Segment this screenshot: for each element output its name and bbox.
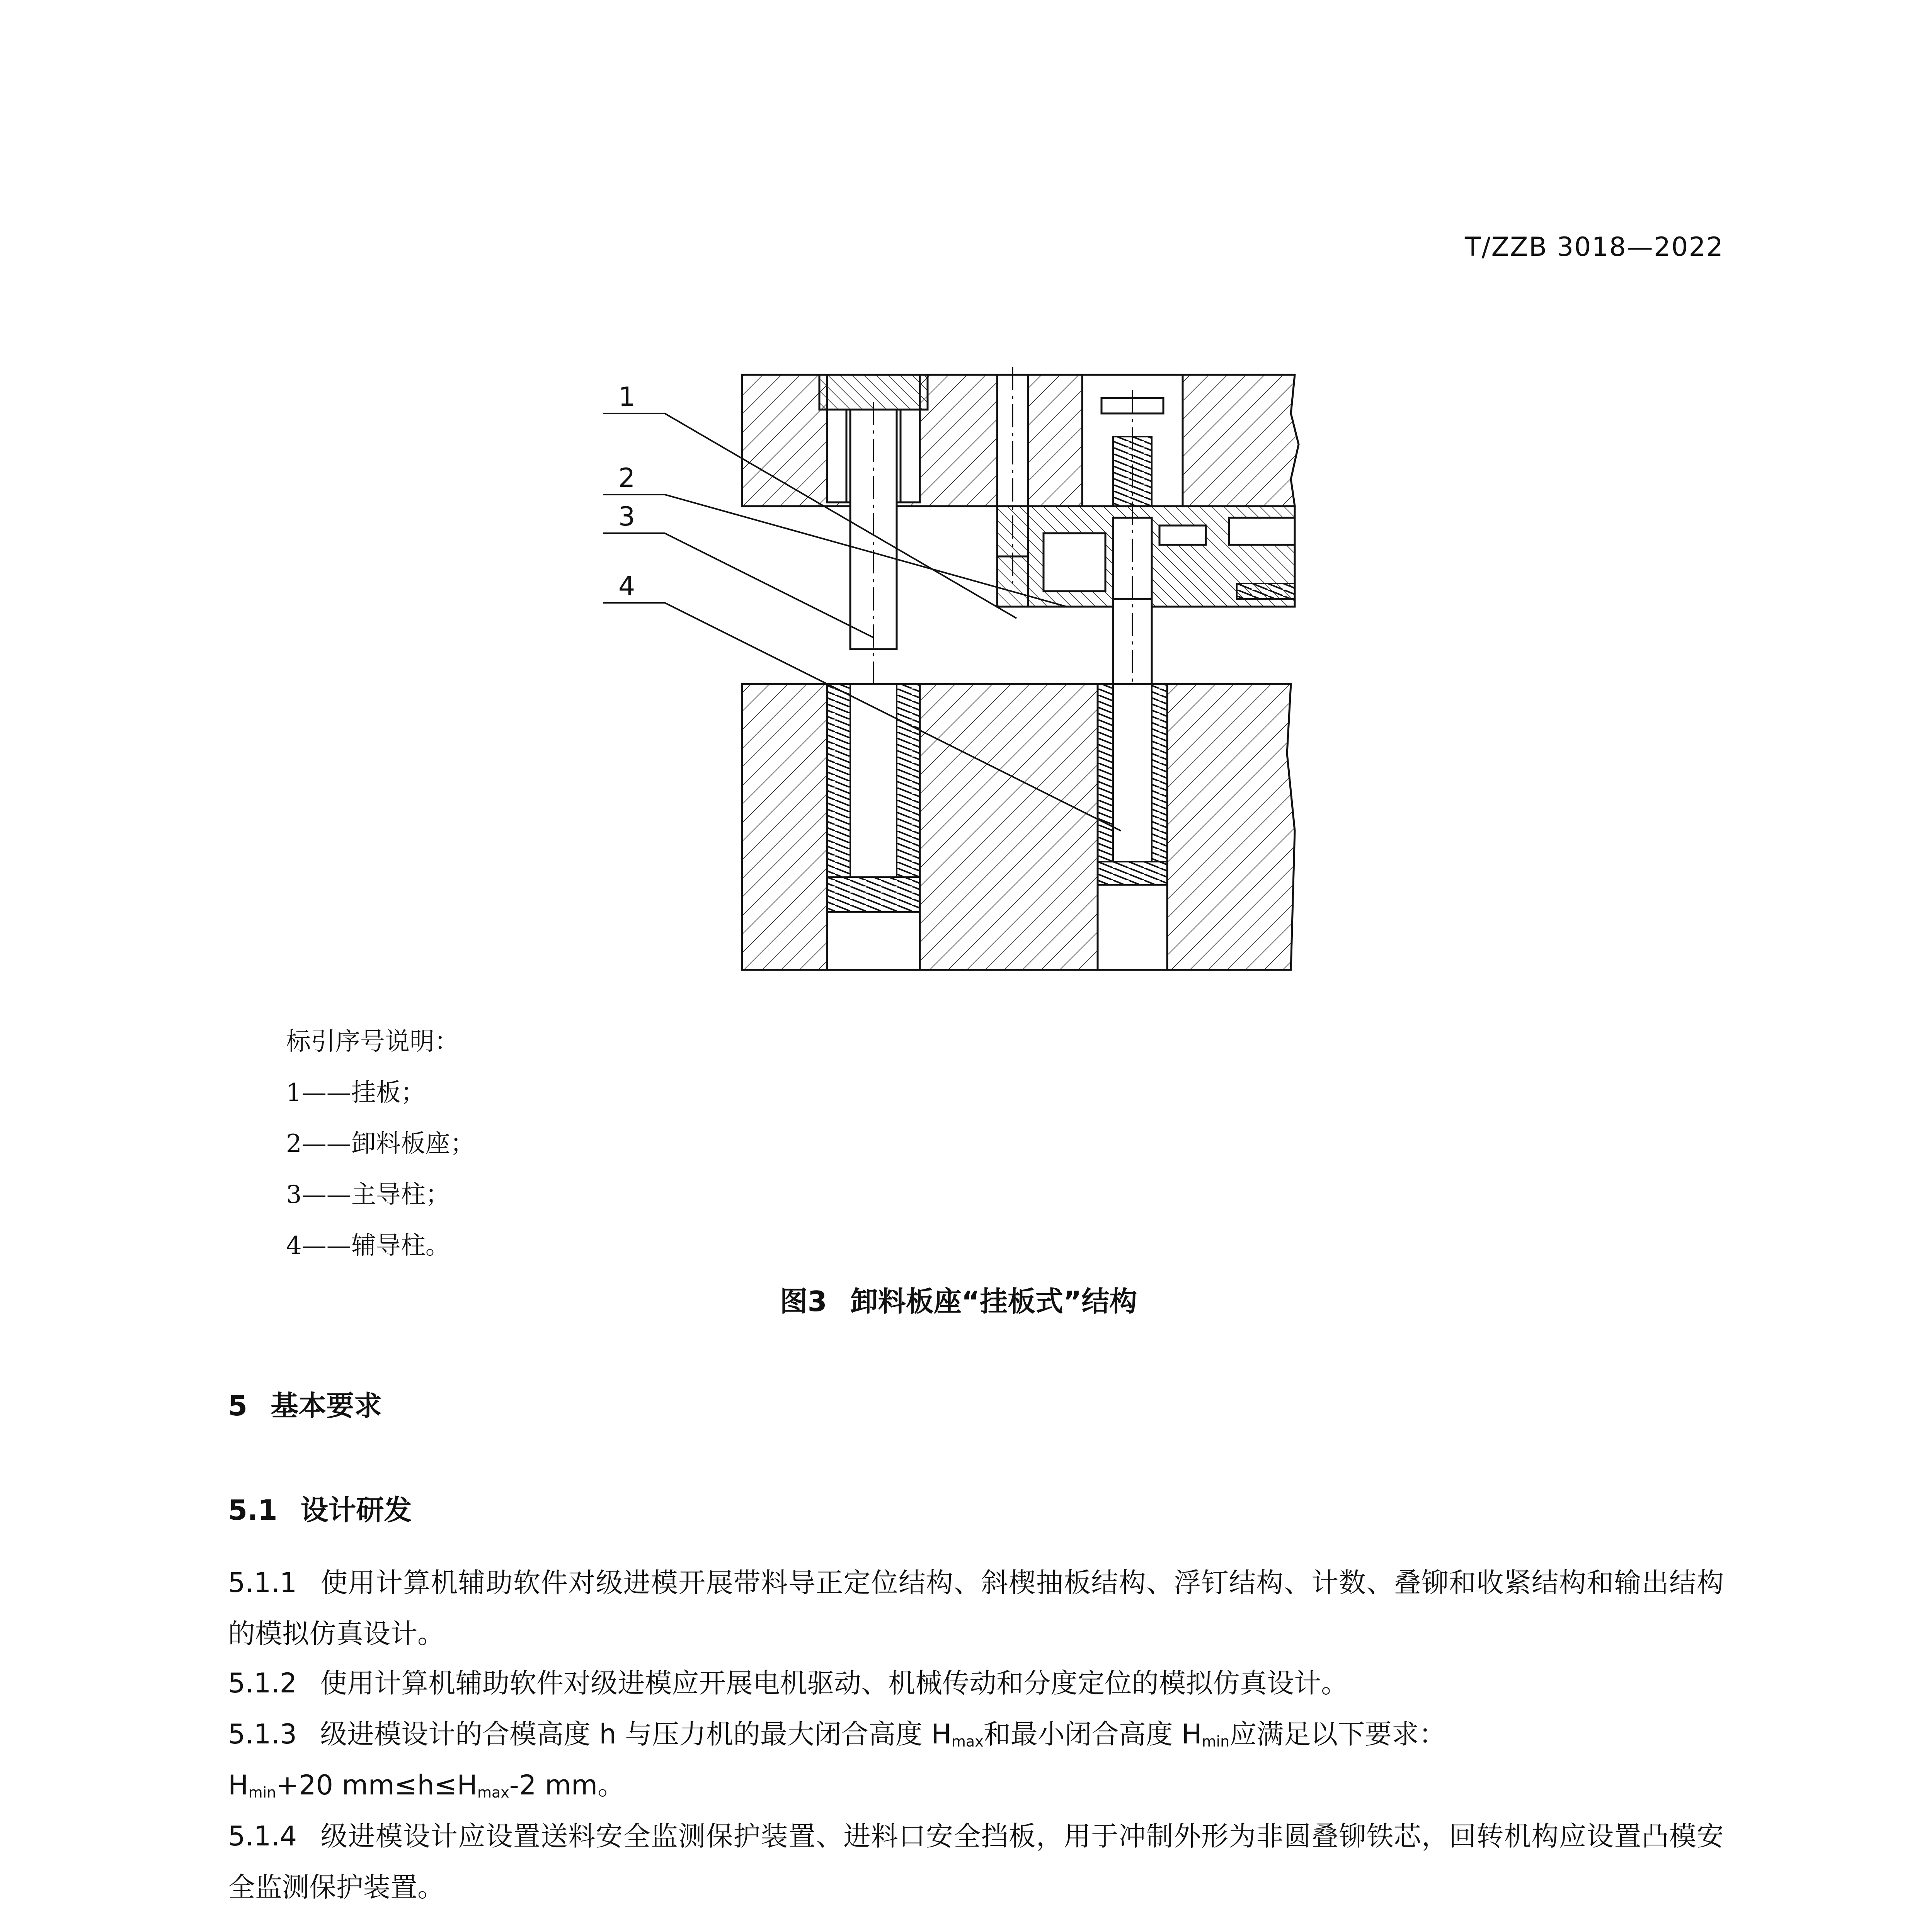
callout-3: 3	[618, 502, 635, 532]
legend-title: 标引序号说明：	[286, 1027, 459, 1056]
figure-caption: 图3 卸料板座“挂板式”结构	[780, 1285, 1137, 1318]
figure-3-drawing	[603, 367, 1322, 978]
callout-2: 2	[618, 463, 635, 493]
section-5-heading: 5 基本要求	[228, 1389, 382, 1422]
legend-item: 2——卸料板座；	[286, 1129, 475, 1158]
formula-closing-height: $H_{min}+20$ $mm\le h\le H_{max}-2$ mm。	[228, 1769, 625, 1801]
clause-5-1-2: 5.1.2 使用计算机辅助软件对级进模应开展电机驱动、机械传动和分度定位的模拟仿真设计。	[228, 1667, 1348, 1699]
clause-5-1-4: 5.1.4 级进模设计应设置送料安全监测保护装置、进料口安全挡板，用于冲制外形为非圆叠铆铁芯，回转机构应设置凸模安全监测保护装置。	[228, 1820, 1724, 1903]
callout-1: 1	[618, 382, 635, 412]
document-code: T/ZZB 3018—2022	[1465, 232, 1724, 262]
clause-5-1-3: 5.1.3 级进模设计的合模高度 h 与压力机的最大闭合高度 $H_{max}$和最小闭合高度 $H_{min}$应满足以下要求：	[228, 1718, 1446, 1750]
legend-item: 3——主导柱；	[286, 1180, 450, 1209]
clause-5-1-1: 5.1.1 使用计算机辅助软件对级进模开展带料导正定位结构、斜楔抽板结构、浮钉结构、计数、叠铆和收紧结构和输出结构的模拟仿真设计。	[228, 1567, 1724, 1650]
callout-4: 4	[618, 571, 635, 602]
legend-item: 1——挂板；	[286, 1078, 426, 1107]
section-5-1-heading: 5.1 设计研发	[228, 1494, 412, 1526]
figure-legend	[286, 1016, 475, 1271]
lower-die-block	[742, 684, 1295, 970]
stripper-seat	[997, 506, 1295, 611]
legend-item: 4——辅导柱。	[286, 1231, 450, 1260]
